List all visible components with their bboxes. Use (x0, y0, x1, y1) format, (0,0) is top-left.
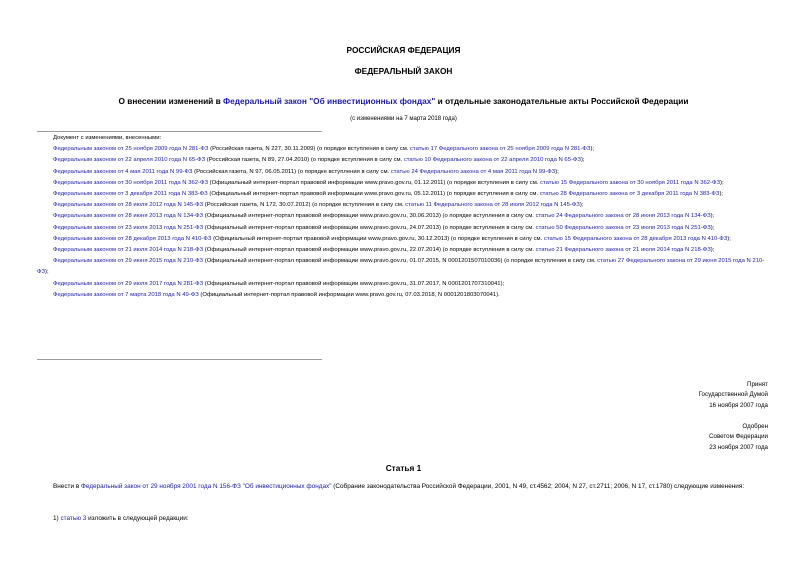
item-tail: ); (727, 235, 731, 242)
amending-law-link[interactable]: Федеральным законом от 28 декабря 2013 года N 410-ФЗ (53, 235, 212, 242)
amending-law-link[interactable]: Федеральным законом от 25 ноября 2009 года N 281-ФЗ (53, 146, 209, 153)
publication-info: (Официальный интернет-портал правовой информации www.pravo.gov.ru, 22.07.2014) (о порядке вступления в силу см. (203, 247, 536, 254)
article-1-heading: Статья 1 (385, 463, 422, 473)
item-1-suffix: изложить в следующей редакции: (86, 515, 189, 522)
document-title (0, 96, 807, 106)
item-tail: ); (580, 157, 585, 164)
item-tail: ); (710, 213, 715, 220)
amending-law-link[interactable]: Федеральным законом от 28 июля 2012 года N 145-ФЗ (53, 202, 204, 209)
top-divider (37, 131, 322, 132)
publication-info: (Российская газета, N 172, 30.07.2012) (о порядке вступления в силу см. (203, 202, 406, 209)
amending-law-link[interactable]: Федеральным законом от 7 марта 2018 года N 49-ФЗ (53, 291, 199, 298)
amending-law-link[interactable]: Федеральным законом от 21 июля 2014 года N 218-ФЗ (53, 247, 204, 254)
item-tail: ); (720, 179, 724, 186)
edition-note: (с изменениями на 7 марта 2018 года) (350, 116, 457, 122)
publication-info: (Официальный интернет-портал правовой информации www.pravo.gov.ru, 24.07.2013) (о порядке вступления в силу см. (203, 224, 536, 231)
change-item (37, 234, 775, 245)
change-item (37, 279, 775, 290)
publication-info: (Официальный интернет-портал правовой информации www.pravo.gov.ru, 30.12.2013) (о порядке вступления в силу см. (211, 235, 544, 242)
adopted-date: 16 ноября 2007 года (709, 401, 768, 409)
change-item (37, 167, 775, 178)
effective-date-article-link[interactable]: статью 11 Федерального закона от 28 июля 2012 года N 145-ФЗ (405, 202, 580, 209)
change-item (37, 189, 775, 200)
approved-label: Одобрен (742, 423, 768, 430)
amending-law-link[interactable]: Федеральным законом от 22 апреля 2010 года N 65-ФЗ (53, 157, 206, 164)
item-tail: ); (579, 202, 584, 209)
change-item (37, 290, 775, 301)
effective-date-article-link[interactable]: статью 21 Федерального закона от 21 июля 2014 года N 218-ФЗ (535, 247, 711, 254)
approved-date: 23 ноября 2007 года (709, 443, 768, 451)
effective-date-article-link[interactable]: статью 15 Федерального закона от 30 ноября 2011 года N 362-ФЗ (540, 179, 721, 186)
title-suffix: и отдельные законодательные акты Российской Федерации (435, 96, 689, 106)
change-item (37, 245, 775, 256)
change-item (37, 155, 775, 166)
amending-law-link[interactable]: Федеральным законом от 28 июня 2013 года N 134-ФЗ (53, 213, 204, 220)
change-item (37, 211, 775, 222)
title-prefix: О внесении изменений в (118, 96, 223, 106)
publication-info: (Российская газета, N 89, 27.04.2010) (о порядке вступления в силу см. (205, 157, 404, 164)
change-item (37, 178, 775, 189)
amending-law-link[interactable]: Федеральным законом от 30 ноября 2011 года N 362-ФЗ (53, 179, 209, 186)
approval-block (560, 422, 768, 453)
article-1-prefix: Внести в (53, 483, 81, 490)
publication-info: (Российская газета, N 227, 30.11.2009) (о порядке вступления в силу см. (208, 146, 411, 153)
publication-info: (Официальный интернет-портал правовой информации www.pravo.gov.ru, 07.03.2018, N 0001201803070041). (198, 291, 500, 298)
item-1-prefix: 1) (53, 515, 61, 522)
item-tail: ); (710, 224, 715, 231)
adoption-block (560, 380, 768, 411)
effective-date-article-link[interactable]: статью 17 Федерального закона от 25 ноября 2009 года N 281-ФЗ (410, 146, 591, 153)
item-tail: ); (710, 247, 715, 254)
change-item (37, 223, 775, 234)
publication-info: (Официальный интернет-портал правовой информации www.pravo.gov.ru, 31.07.2017, N 0001201707310041); (203, 280, 505, 287)
effective-date-article-link[interactable]: статью 15 Федерального закона от 28 декабря 2013 года N 410-ФЗ (543, 235, 728, 242)
change-item (37, 200, 775, 211)
publication-info: (Официальный интернет-портал правовой информации www.pravo.gov.ru, 01.07.2015, N 0001201507010036) (о порядке вступления в силу см. (203, 258, 598, 265)
adopted-by: Государственной Думой (698, 391, 768, 399)
item-tail: ); (590, 146, 595, 153)
effective-date-article-link[interactable]: статью 10 Федерального закона от 22 апреля 2010 года N 65-ФЗ (403, 157, 581, 164)
bottom-divider (37, 359, 322, 360)
publication-info: (Официальный интернет-портал правовой информации www.pravo.gov.ru, 01.12.2011) (о порядке вступления в силу см. (208, 179, 541, 186)
article-1-paragraph (37, 482, 775, 493)
effective-date-article-link[interactable]: статью 24 Федерального закона от 28 июня 2013 года N 134-ФЗ (535, 213, 711, 220)
amending-law-link[interactable]: Федеральным законом от 29 июля 2017 года N 281-ФЗ (53, 280, 204, 287)
amending-law-link[interactable]: Федеральным законом от 4 мая 2011 года N 99-ФЗ (53, 168, 193, 175)
publication-info: (Официальный интернет-портал правовой информации www.pravo.gov.ru, 30.06.2013) (о порядке вступления в силу см. (203, 213, 536, 220)
changes-list (37, 133, 775, 301)
adopted-label: Принят (747, 381, 768, 388)
change-item (37, 256, 775, 278)
amending-law-link[interactable]: Федеральным законом от 3 декабря 2011 года N 383-ФЗ (53, 191, 208, 198)
item-tail: ); (45, 269, 49, 276)
amending-law-link[interactable]: Федеральным законом от 29 июня 2015 года N 210-ФЗ (53, 258, 204, 265)
change-item (37, 144, 775, 155)
item-tail: ); (719, 191, 724, 198)
item-1-article-link[interactable]: статью 3 (60, 515, 87, 522)
effective-date-article-link[interactable]: статью 27 Федерального закона от 29 июня 2015 года N 210-ФЗ (37, 258, 765, 276)
amending-law-link[interactable]: Федеральным законом от 23 июля 2013 года N 251-ФЗ (53, 224, 204, 231)
effective-date-article-link[interactable]: статью 50 Федерального закона от 23 июля 2013 года N 251-ФЗ (535, 224, 711, 231)
law-type-heading: ФЕДЕРАЛЬНЫЙ ЗАКОН (354, 66, 453, 76)
article-1-suffix: (Собрание законодательства Российской Федерации, 2001, N 49, ст.4562; 2004, N 27, ст.2711; 2006, N 17, ст.1780) следующие изменения: (331, 483, 745, 490)
article-1-item-1 (37, 514, 775, 525)
publication-info: (Российская газета, N 97, 06.05.2011) (о порядке вступления в силу см. (192, 168, 391, 175)
effective-date-article-link[interactable]: статью 24 Федерального закона от 4 мая 2011 года N 99-ФЗ (390, 168, 556, 175)
changes-items (37, 144, 775, 301)
approved-by: Советом Федерации (709, 433, 768, 441)
effective-date-article-link[interactable]: статью 28 Федерального закона от 3 декабря 2011 года N 383-ФЗ (539, 191, 720, 198)
changes-intro: Документ с изменениями, внесенными: (53, 135, 162, 141)
country-heading: РОССИЙСКАЯ ФЕДЕРАЦИЯ (346, 45, 461, 55)
item-tail: ); (555, 168, 559, 175)
publication-info: (Официальный интернет-портал правовой информации www.pravo.gov.ru, 05.12.2011) (о порядке вступления в силу см. (207, 191, 540, 198)
title-law-link[interactable]: Федеральный закон "Об инвестиционных фондах" (223, 96, 436, 106)
article-1-law-link[interactable]: Федеральный закон от 29 ноября 2001 года N 156-ФЗ "Об инвестиционных фондах" (80, 483, 332, 490)
